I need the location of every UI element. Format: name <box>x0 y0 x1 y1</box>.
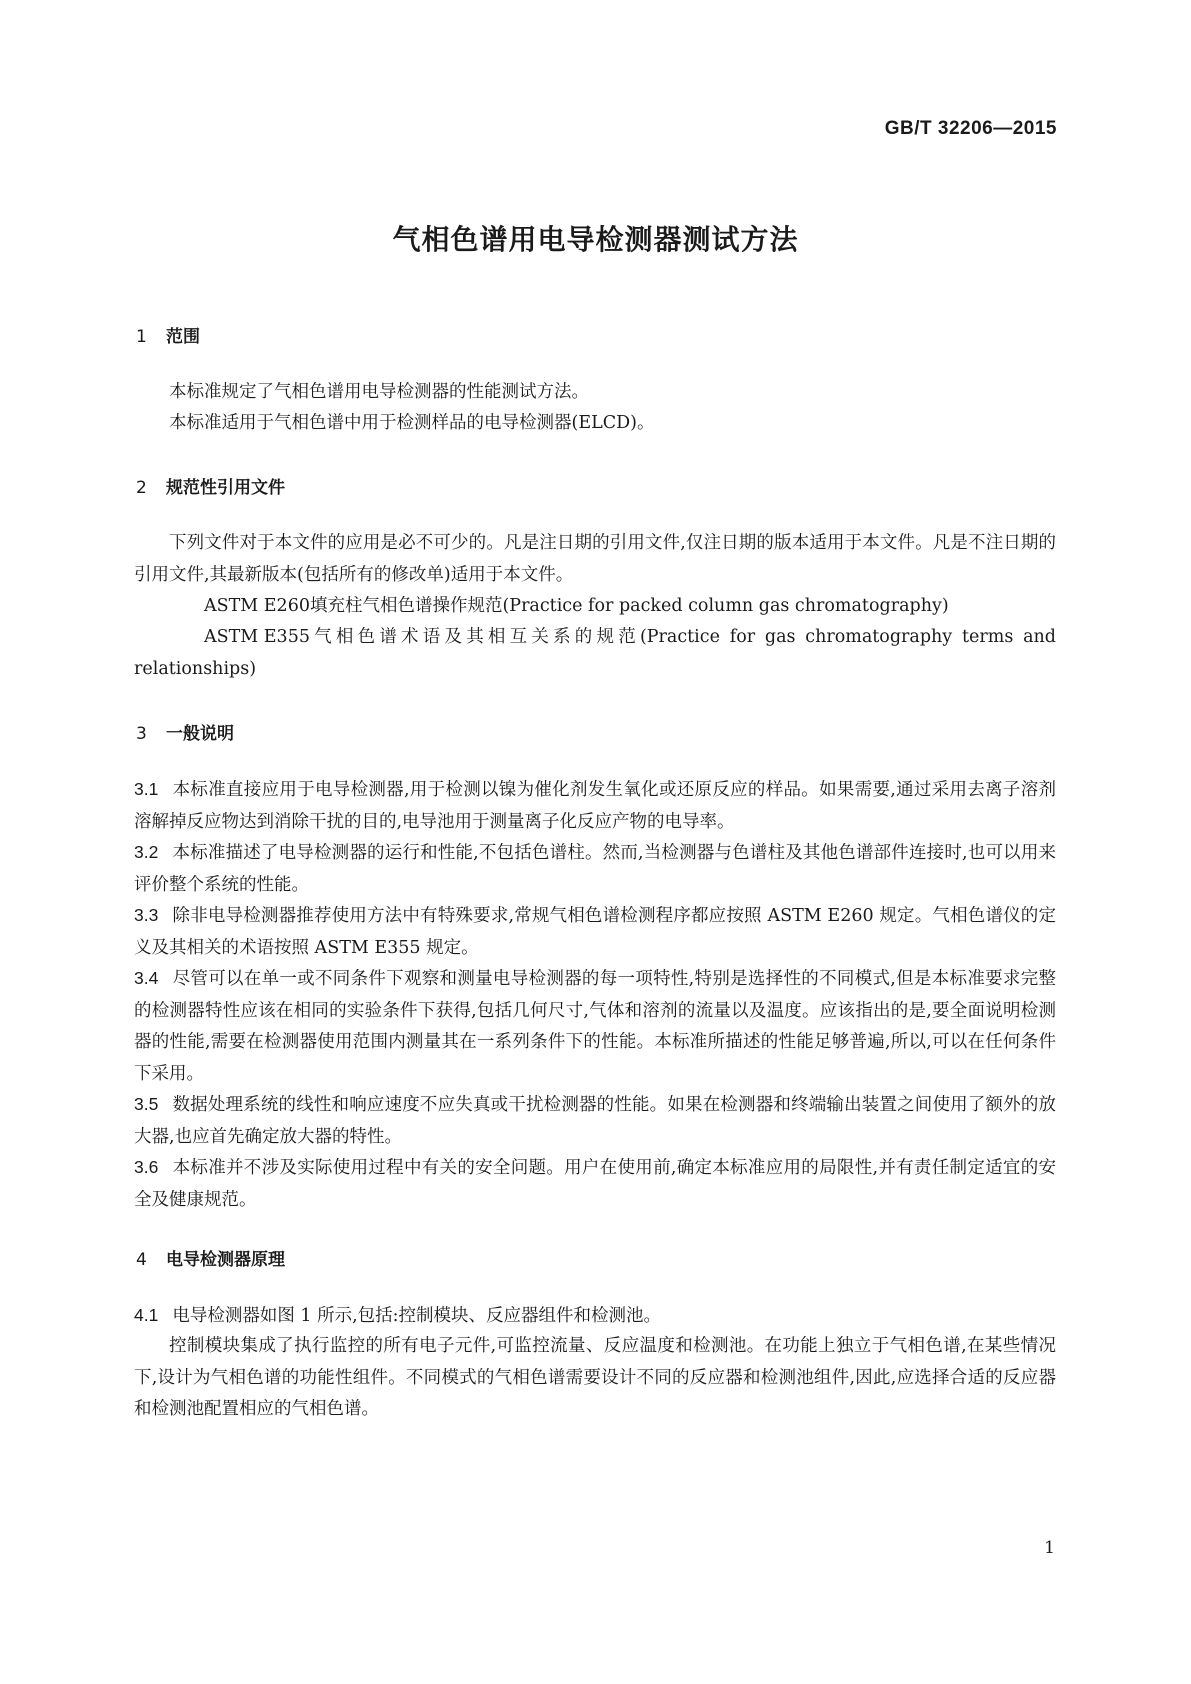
section-number: 4 <box>136 1250 147 1270</box>
section-heading-normative-references <box>136 473 285 498</box>
reference-title: 填充柱气相色谱操作规范(Practice for packed column gas chromatography) <box>309 596 949 616</box>
clause <box>134 963 1056 1090</box>
section-title: 规范性引用文件 <box>166 478 285 498</box>
page-number: 1 <box>1044 1538 1055 1558</box>
clause-number: 3.3 <box>134 905 159 925</box>
clause-number: 3.1 <box>134 779 159 799</box>
reference-entry <box>134 591 1056 623</box>
paragraph: 下列文件对于本文件的应用是必不可少的。凡是注日期的引用文件,仅注日期的版本适用于本文件。凡是不注日期的引用文件,其最新版本(包括所有的修改单)适用于本文件。 <box>134 533 1056 585</box>
clause-number: 3.4 <box>134 968 159 988</box>
clause-text: 本标准描述了电导检测器的运行和性能,不包括色谱柱。然而,当检测器与色谱柱及其他色谱部件连接时,也可以用来评价整个系统的性能。 <box>134 843 1056 895</box>
paragraph: 本标准适用于气相色谱中用于检测样品的电导检测器(ELCD)。 <box>169 413 655 433</box>
paragraph: 控制模块集成了执行监控的所有电子元件,可监控流量、反应温度和检测池。在功能上独立于气相色谱,在某些情况下,设计为气相色谱的功能性组件。不同模式的气相色谱需要设计不同的反应器和检测池组件,因此,应选择合适的反应器和检测池配置相应的气相色谱。 <box>134 1336 1056 1419</box>
section-heading-principle <box>136 1245 285 1270</box>
paragraph: 本标准规定了气相色谱用电导检测器的性能测试方法。 <box>169 382 589 402</box>
section-heading-scope <box>136 322 200 347</box>
clause <box>134 900 1056 964</box>
clause-text: 数据处理系统的线性和响应速度不应失真或干扰检测器的性能。如果在检测器和终端输出装置之间使用了额外的放大器,也应首先确定放大器的特性。 <box>134 1095 1056 1147</box>
reference-code: ASTM E355 <box>204 627 310 647</box>
standard-code: GB/T 32206—2015 <box>884 118 1057 139</box>
section-title: 范围 <box>166 327 200 347</box>
clause-text: 本标准直接应用于电导检测器,用于检测以镍为催化剂发生氧化或还原反应的样品。如果需要,通过采用去离子溶剂溶解掉反应物达到消除干扰的目的,电导池用于测量离子化反应产物的电导率。 <box>134 780 1056 832</box>
reference-title: 气相色谱术语及其相互关系的规范(Practice for gas chromatography terms and relationships) <box>134 627 1056 679</box>
section-number: 3 <box>136 724 147 744</box>
section-heading-general <box>136 719 234 744</box>
clause-number: 3.2 <box>134 842 159 862</box>
clause-number: 3.6 <box>134 1157 159 1177</box>
section-title: 一般说明 <box>166 724 234 744</box>
section-number: 2 <box>136 478 147 498</box>
clause-text: 尽管可以在单一或不同条件下观察和测量电导检测器的每一项特性,特别是选择性的不同模式,但是本标准要求完整的检测器特性应该在相同的实验条件下获得,包括几何尺寸,气体和溶剂的流量以及温度。应该指出的是,要全面说明检测器的性能,需要在检测器使用范围内测量其在一系列条件下的性能。本标准所描述的性能足够普遍,所以,可以在任何条件下采用。 <box>134 969 1056 1084</box>
clause <box>134 837 1056 901</box>
clause-number: 4.1 <box>134 1305 159 1325</box>
clause-text: 本标准并不涉及实际使用过程中有关的安全问题。用户在使用前,确定本标准应用的局限性,并有责任制定适宜的安全及健康规范。 <box>134 1158 1056 1210</box>
reference-entry <box>134 622 1056 685</box>
clause <box>134 1089 1056 1153</box>
clause <box>134 774 1056 838</box>
clause <box>134 1152 1056 1216</box>
clause-number: 3.5 <box>134 1094 159 1114</box>
clause <box>134 1300 1056 1333</box>
section-number: 1 <box>136 327 147 347</box>
clause-text: 除非电导检测器推荐使用方法中有特殊要求,常规气相色谱检测程序都应按照 ASTM E260 规定。气相色谱仪的定义及其相关的术语按照 ASTM E355 规定。 <box>134 906 1056 958</box>
reference-code: ASTM E260 <box>204 596 310 616</box>
clause-text: 电导检测器如图 1 所示,包括:控制模块、反应器组件和检测池。 <box>172 1306 662 1326</box>
section-title: 电导检测器原理 <box>166 1250 285 1270</box>
document-title: 气相色谱用电导检测器测试方法 <box>392 223 799 256</box>
